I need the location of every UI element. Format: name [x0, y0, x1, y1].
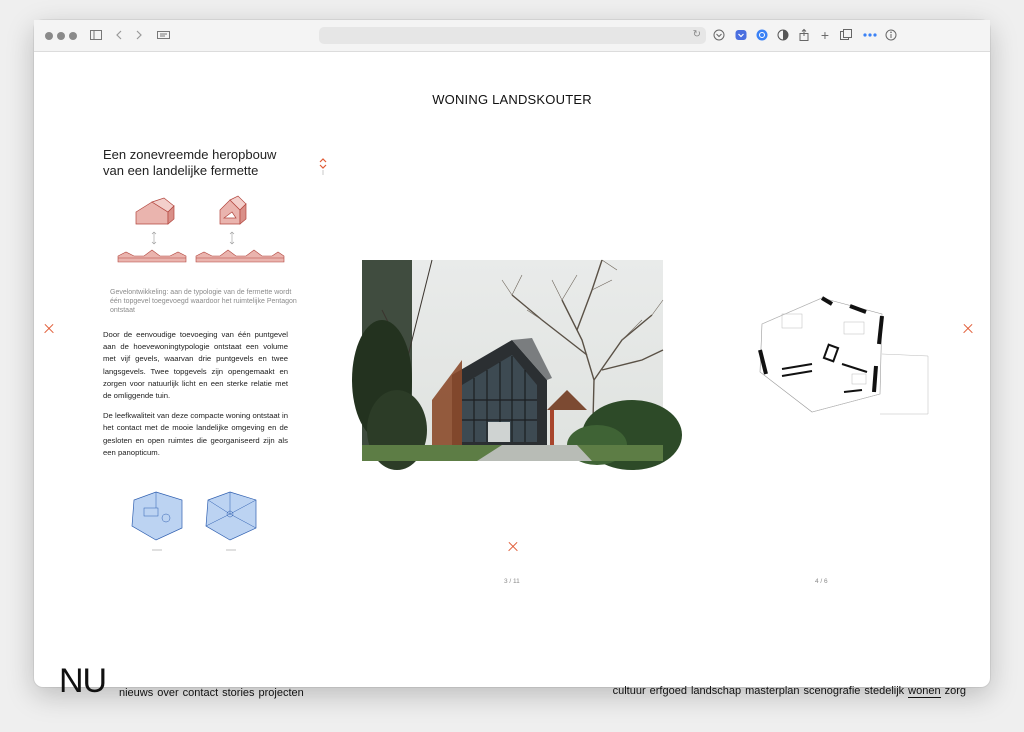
pocket-icon[interactable]: [734, 28, 748, 42]
previous-slide-icon[interactable]: [44, 324, 54, 334]
category-link-erfgoed[interactable]: erfgoed: [649, 685, 687, 697]
download-icon[interactable]: [712, 28, 726, 42]
next-slide-icon[interactable]: [963, 324, 973, 334]
sidebar-icon[interactable]: [89, 28, 103, 42]
page-content: [34, 51, 990, 700]
new-tab-icon[interactable]: +: [820, 27, 830, 43]
paragraph: Door de eenvoudige toevoeging van één puntgevel aan de hoevewoningtypologie ontstaat een volume met vijf gevels, waarvan drie puntgevels en twee langsgevels. Twee topgevels zijn opengemaakt en zorgen voor natuurlijk licht en een sterke relatie met de omliggende tuin.: [103, 330, 288, 401]
floor-plan[interactable]: [752, 294, 934, 424]
address-bar[interactable]: [319, 27, 706, 44]
category-link-cultuur[interactable]: cultuur: [612, 685, 646, 697]
reload-icon[interactable]: ↻: [692, 29, 701, 40]
project-description: [103, 329, 288, 467]
category-link-landschap[interactable]: landschap: [690, 685, 742, 697]
share-icon[interactable]: [797, 28, 811, 42]
category-navigation: [613, 685, 966, 698]
category-link-zorg[interactable]: zorg: [944, 685, 966, 697]
plan-counter: 4 / 6: [815, 578, 828, 585]
gallery-counter: 3 / 11: [504, 578, 520, 585]
paragraph: De leefkwaliteit van deze compacte woning ontstaat in het contact met de mooie landelijke omgeving en de gesloten en open ruimtes die georganiseerd zijn als een panopticum.: [103, 411, 288, 457]
nav-link-nieuws[interactable]: nieuws: [119, 687, 154, 699]
category-link-masterplan[interactable]: masterplan: [745, 685, 800, 697]
password-icon[interactable]: [755, 28, 769, 42]
scroll-arrows-icon[interactable]: [318, 157, 328, 175]
category-link-scenografie[interactable]: scenografie: [803, 685, 861, 697]
nav-link-over[interactable]: over: [157, 687, 179, 699]
pentagon-plan-diagrams: [130, 488, 265, 558]
close-window-button[interactable]: [45, 32, 53, 40]
back-icon[interactable]: [112, 28, 126, 42]
facade-development-diagram: [116, 194, 286, 274]
nav-link-stories[interactable]: stories: [222, 687, 255, 699]
browser-toolbar: [34, 20, 990, 52]
extension-icon[interactable]: [862, 28, 878, 42]
project-photo[interactable]: [362, 260, 663, 461]
category-link-stedelijk[interactable]: stedelijk: [864, 685, 905, 697]
close-gallery-icon[interactable]: [508, 542, 518, 552]
reader-icon[interactable]: [156, 28, 172, 42]
browser-window: [34, 20, 990, 700]
tabs-icon[interactable]: [839, 28, 853, 42]
diagram-caption: Gevelontwikkeling: aan de typologie van de fermette wordt één topgevel toegevoegd waardoor het ruimtelijke Pentagon ontstaat: [110, 289, 297, 314]
zoom-window-button[interactable]: [69, 32, 77, 40]
project-heading: Een zonevreemde heropbouw van een landelijke fermette: [103, 147, 277, 178]
category-link-wonen[interactable]: wonen: [908, 685, 941, 697]
nav-link-projecten[interactable]: projecten: [258, 687, 304, 699]
site-logo[interactable]: NU: [59, 662, 107, 700]
minimize-window-button[interactable]: [57, 32, 65, 40]
info-icon[interactable]: [884, 28, 898, 42]
page-title: WONING LANDSKOUTER: [432, 92, 592, 107]
forward-icon[interactable]: [132, 28, 146, 42]
main-navigation: [119, 687, 304, 699]
nav-link-contact[interactable]: contact: [182, 687, 219, 699]
shield-icon[interactable]: [776, 28, 790, 42]
